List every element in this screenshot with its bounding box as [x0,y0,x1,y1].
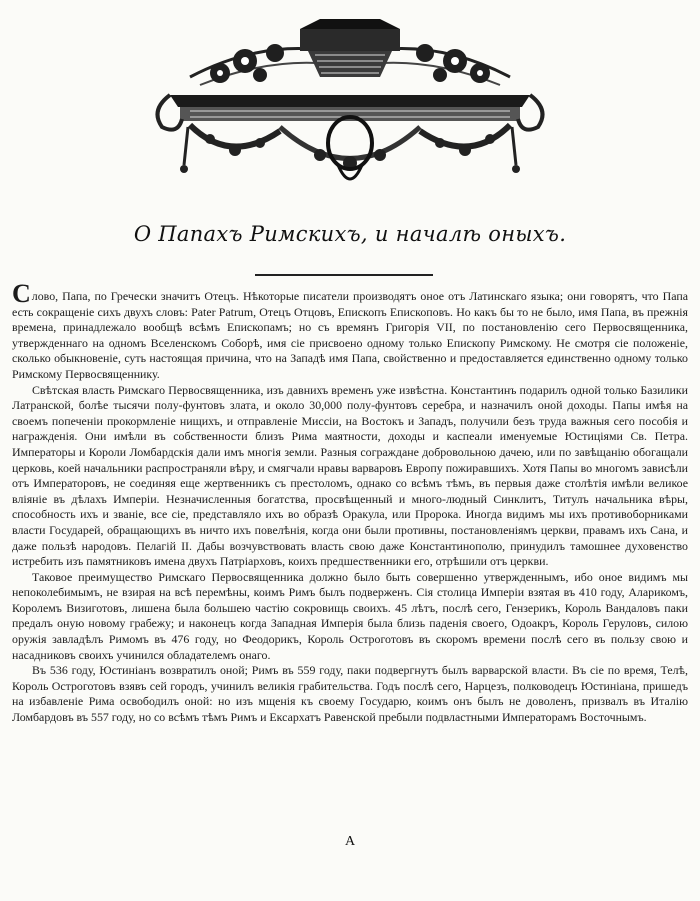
paragraph-1 [12,279,688,383]
paragraph-2: Свѣтская власть Римскаго Первосвященника, изъ давнихъ временъ уже извѣстна. Константинъ подарилъ одной только Базилики Латранской, болѣе тысячи полу-фунтовъ злата, и около 30,000 полу-фунтовъ серебра, и назначилъ оной доходы. Папы имѣя на своемъ попеченіи прокормленіе нищихъ, и отправленіе Миссіи, на Востокъ и Западъ, получили безъ труда важныя сего пособія и награжденія. Они имѣли въ собственности близъ Рима маятности, доходы и каспеали именуемые Юстиціями Св. Петра. Императоры и Короли Ломбардскія дали имъ многія земли. Разныя сограждане добровольною дачею, или по завѣщанію обогащали церковь, коей начальники распространяли вѣру, и смягчали нравы варваровъ Европу пожиравшихъ. Хотя Папы во многомъ зависѣли отъ Императоровъ, не соединяя еще жертвенникъ съ престоломъ, однако со всѣмъ тѣмъ, въ первыя даже столѣтія имѣли великое вліяніе въ дѣлахъ Имперіи. Незначисленныя богатства, просвѣщенный и много-людный Синклитъ, Титулъ начальника вѣры, способность ихъ и званіе, все сіе, представляло ихъ во образѣ Оракула, или Пророка. Иногда видимъ мы ихъ противоборниками власти Государей, обращающихъ въ ничто ихъ повелѣнія, когда они были противны, постановленіямъ церкви, правамъ ихъ Сана, и даже пользѣ народовъ. Пелагій II. Дабы возчувствовать власть свою даже Константинополю, принудилъ тамошнее духовенство истребить изъ памятниковъ имена двухъ Патріарховъ, коихъ предшественники его, отрѣшили отъ церкви. [12,382,688,569]
page-title: О Папахъ Римскихъ, и началѣ оныхъ. [133,222,567,246]
title-rule [255,274,433,276]
body-text [12,279,688,726]
paragraph-3: Таковое преимущество Римскаго Первосвященника должно было быть совершенно утвержденнымъ, ибо оное видимъ мы непоколебимымъ, не взирая на всѣ перемѣны, коимъ Римъ былъ подверженъ. Сія столица Имперіи взятая въ 410 году, Аларикомъ, Королемъ Визиготовъ, лишена была большею частію сокровищь своихъ. 45 лѣтъ, послѣ сего, Гензерикъ, Король Вандаловъ паки предалъ оную новому грабежу; и наконецъ когда Западная Имперія была близь паденія своего, Одоакръ, Король Геруловъ, силою оружія завладѣлъ Римомъ въ 476 году, но Феодорикъ, Король Остроготовъ въ скоромъ времени послѣ сего въ пользу свою и насадниковъ своихъ учинился обладателемъ онаго. [12,569,688,662]
drop-cap: С [12,279,31,308]
signature-mark: A [344,834,356,849]
paragraph-4: Въ 536 году, Юстиніанъ возвратилъ оной; Римъ въ 559 году, паки подвергнутъ былъ варварской власти. Въ сіе по время, Телѣ, Король Остроготовъ взявъ сей городъ, учинилъ великія грабительства. Годъ послѣ сего, Нарцезъ, полководецъ Юстиніана, пришедъ на избавленіе Рима освободилъ оной: но изъ мщенія къ своему Государю, коимъ онъ былъ не доволенъ, призвалъ въ Италію Ломбардовъ въ 557 году, но со всѣмъ тѣмъ Римъ и Ексархатъ Равенской пребыли подвластными Императорамъ Восточнымъ. [12,663,688,725]
paragraph-1-text: лово, Папа, по Гречески значитъ Отецъ. Нѣкоторые писатели производятъ оное отъ Латинскаго языка; они говорятъ, что Папа есть сокращеніе сихъ двухъ словъ: Pater Patrum, Отецъ Отцовъ, Епископъ Епископовъ. Но какъ бы то не было, имя Папа, въ прежнія времена, принадлежало вообщѣ всѣмъ Епископамъ; но съ времянъ Григорія VII, по постановленію сего Первосвященника, утвержденнаго на одномъ Вселенскомъ Соборѣ, имя сіе присвоено одному только Епископу Римскому. Не смотря сіе положеніе, сколько обыкновеніе, суть настоящая причина, что на Западѣ имя Папа, свойственно и предоставляется единственно одному только Римскому Первосвященнику. [12,289,688,381]
headpiece-ornament [150,15,550,195]
